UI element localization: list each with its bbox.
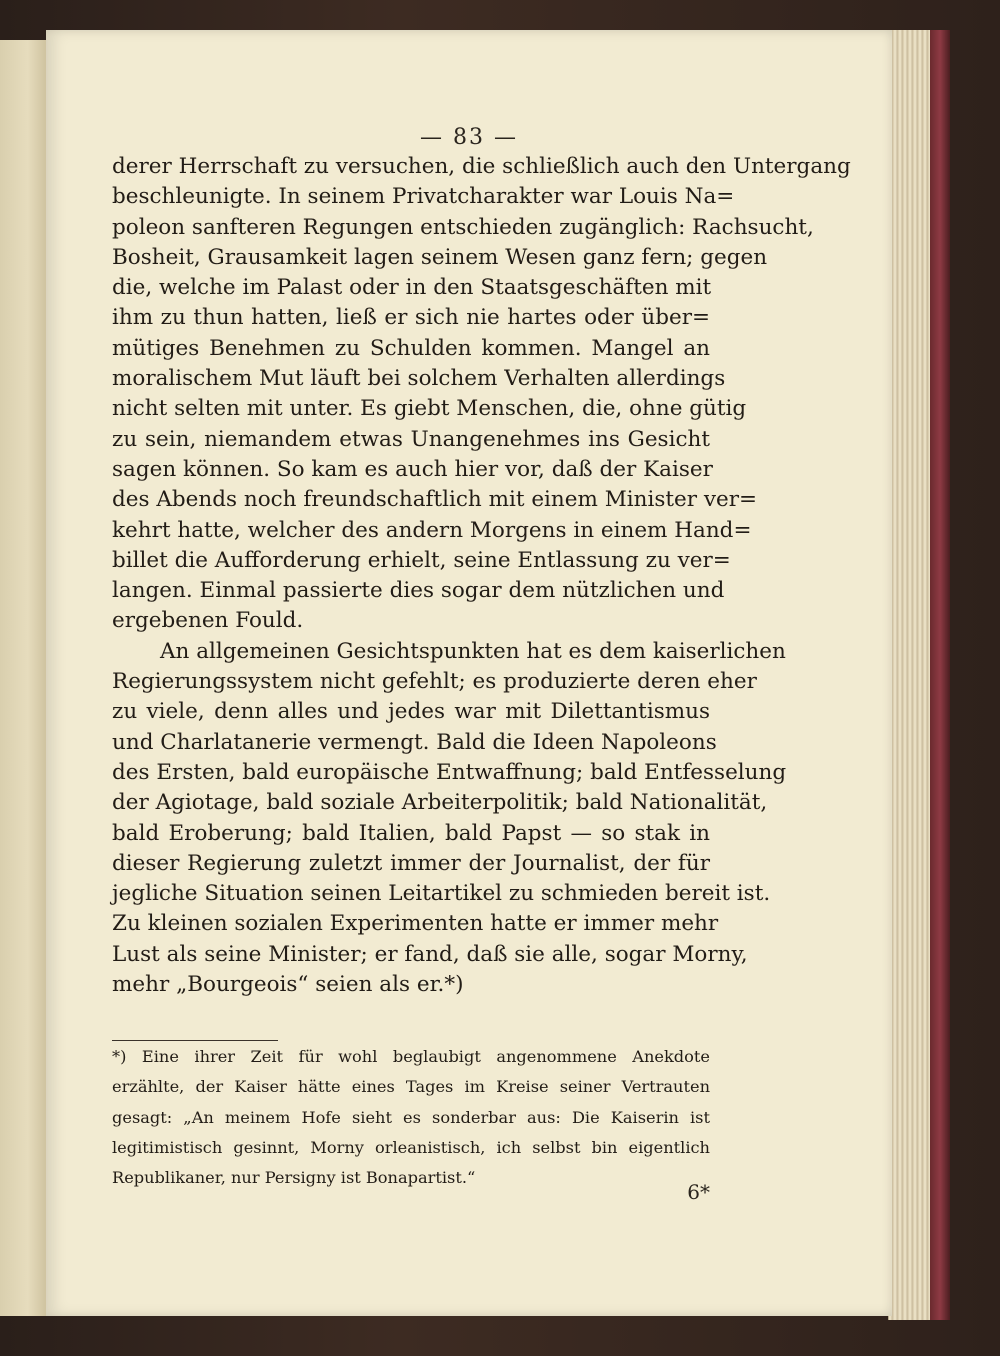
footnote-line: Republikaner, nur Persigny ist Bonapartist.“	[112, 1168, 476, 1188]
footnote-line: legitimistisch gesinnt, Morny orleanistisch, ich selbst bin eigentlich	[112, 1137, 710, 1157]
signature-mark: 6*	[687, 1180, 710, 1204]
body-line: billet die Aufforderung erhielt, seine Entlassung zu ver=	[112, 547, 731, 573]
body-text	[112, 152, 851, 1000]
body-line: zu viele, denn alles und jedes war mit Dilettantismus	[112, 699, 710, 725]
body-line: kehrt hatte, welcher des andern Morgens in einem Hand=	[112, 517, 752, 543]
body-line: beschleunigte. In seinem Privatcharakter war Louis Na=	[112, 184, 735, 210]
body-line: nicht selten mit unter. Es giebt Menschen, die, ohne gütig	[112, 396, 747, 422]
body-line: An allgemeinen Gesichtspunkten hat es dem kaiserlichen	[160, 638, 786, 664]
footnote-line: gesagt: „An meinem Hofe sieht es sonderbar aus: Die Kaiserin ist	[112, 1107, 710, 1127]
body-line: und Charlatanerie vermengt. Bald die Ideen Napoleons	[112, 729, 717, 755]
left-page-edge	[0, 40, 47, 1316]
body-line: des Abends noch freundschaftlich mit einem Minister ver=	[112, 487, 757, 513]
footnote-separator	[112, 1040, 278, 1041]
body-line: des Ersten, bald europäische Entwaffnung; bald Entfesselung	[112, 759, 787, 785]
book-cover-edge	[930, 30, 950, 1320]
footnote	[112, 1046, 710, 1197]
body-line: sagen können. So kam es auch hier vor, daß der Kaiser	[112, 456, 713, 482]
footnote-line: *) Eine ihrer Zeit für wohl beglaubigt angenommene Anekdote	[112, 1047, 710, 1066]
body-line: ergebenen Fould.	[112, 608, 304, 634]
body-line: Regierungssystem nicht gefehlt; es produzierte deren eher	[112, 669, 757, 695]
body-line: der Agiotage, bald soziale Arbeiterpolitik; bald Nationalität,	[112, 790, 768, 816]
body-line: die, welche im Palast oder in den Staatsgeschäften mit	[112, 275, 712, 301]
body-line: mehr „Bourgeois“ seien als er.*)	[112, 972, 464, 998]
body-line: Bosheit, Grausamkeit lagen seinem Wesen ganz fern; gegen	[112, 244, 768, 270]
page-number: — 83 —	[420, 125, 518, 150]
body-line: langen. Einmal passierte dies sogar dem nützlichen und	[112, 578, 725, 604]
body-line: Lust als seine Minister; er fand, daß sie alle, sogar Morny,	[112, 941, 748, 967]
body-line: mütiges Benehmen zu Schulden kommen. Mangel an	[112, 335, 710, 361]
body-line: moralischem Mut läuft bei solchem Verhalten allerdings	[112, 366, 726, 392]
body-line: jegliche Situation seinen Leitartikel zu schmieden bereit ist.	[112, 881, 771, 907]
body-line: zu sein, niemandem etwas Unangenehmes ins Gesicht	[112, 426, 710, 452]
footnote-line: erzählte, der Kaiser hätte eines Tages im Kreise seiner Vertrauten	[112, 1077, 710, 1097]
body-line: poleon sanfteren Regungen entschieden zugänglich: Rachsucht,	[112, 214, 814, 240]
body-line: dieser Regierung zuletzt immer der Journalist, der für	[112, 850, 710, 876]
body-line: ihm zu thun hatten, ließ er sich nie hartes oder über=	[112, 305, 710, 331]
body-line: derer Herrschaft zu versuchen, die schließlich auch den Untergang	[112, 154, 851, 179]
body-line: bald Eroberung; bald Italien, bald Papst — so stak in	[112, 820, 710, 846]
body-line: Zu kleinen sozialen Experimenten hatte er immer mehr	[112, 911, 719, 937]
